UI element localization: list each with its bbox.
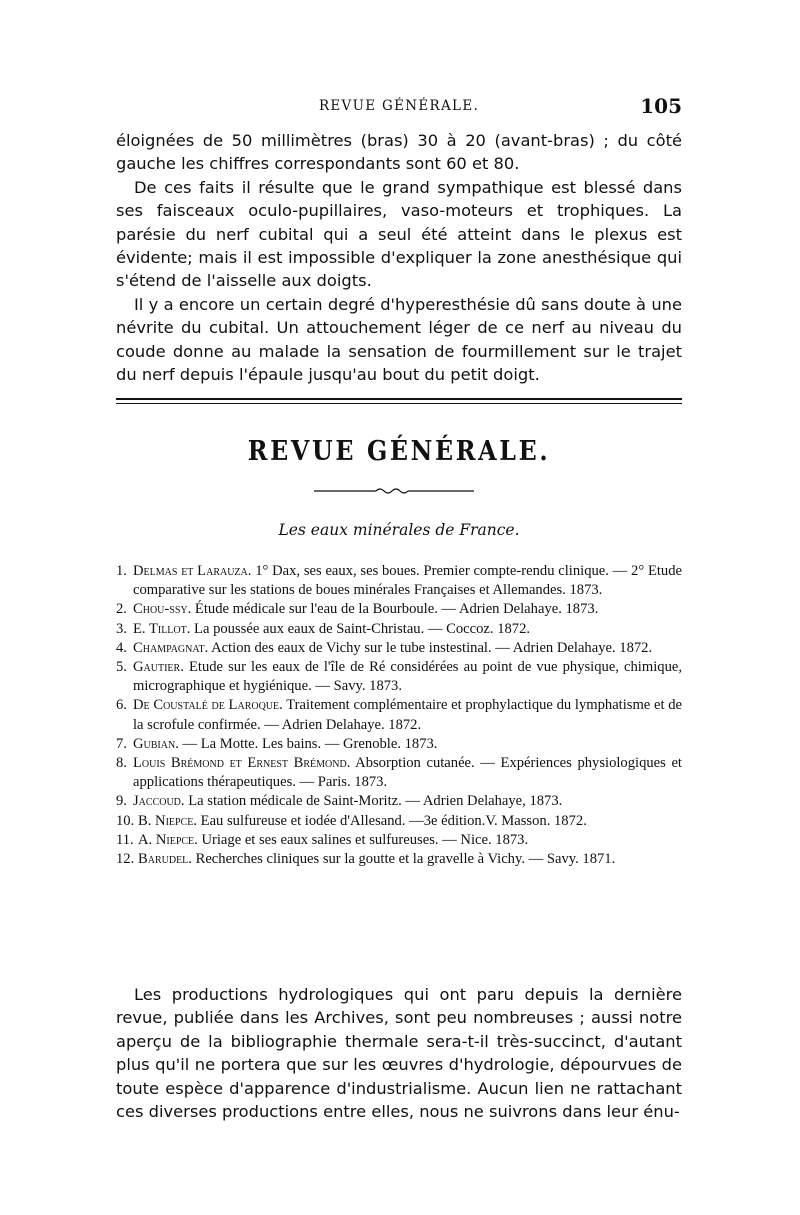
bibliography-entry: [116, 620, 682, 639]
entry-text: La station médicale de Saint-Moritz. — Adrien Delahaye, 1873.: [188, 793, 563, 810]
page-number: 105: [640, 94, 682, 118]
entry-text: 1° Dax, ses eaux, ses boues. Premier compte-rendu clinique. — 2° Etude comparative sur les stations de boues minérales Françaises et Allemandes. 1873.: [133, 563, 682, 599]
entry-number: 3.: [116, 620, 127, 637]
bibliography-entry: [116, 812, 682, 831]
bibliography-entry: [116, 754, 682, 792]
entry-author: B. Niepce.: [138, 812, 197, 829]
entry-author: Barudel.: [138, 851, 192, 868]
running-title: REVUE GÉNÉRALE.: [318, 98, 480, 114]
bibliography-entry: [116, 850, 682, 869]
entry-number: 12.: [116, 851, 135, 868]
entry-number: 5.: [116, 659, 127, 676]
entry-author: Delmas et Larauza.: [133, 563, 252, 579]
bibliography-entry: [116, 831, 682, 850]
entry-number: 6.: [116, 697, 127, 714]
bibliography-entry: [116, 792, 682, 811]
bibliography-entry: [116, 696, 682, 734]
entry-text: Uriage et ses eaux salines et sulfureuses. — Nice. 1873.: [201, 831, 529, 848]
entry-author: Gautier.: [133, 659, 184, 676]
entry-author: Champagnat.: [133, 639, 209, 656]
entry-author: De Coustalé de Laroque.: [133, 697, 283, 714]
entry-number: 1.: [116, 563, 127, 579]
section-divider-rule: [116, 398, 682, 404]
entry-author: Chou-ssy.: [133, 601, 192, 618]
entry-text: Action des eaux de Vichy sur le tube instestinal. — Adrien Delahaye. 1872.: [211, 639, 653, 656]
paragraph-hyperesthesie: Il y a encore un certain degré d'hyperesthésie dû sans doute à une névrite du cubital. Un attouchement léger de ce nerf au niveau du coude donne au malade la sensation de fourmillement sur le trajet du nerf depuis l'épaule jusqu'au bout du petit doigt.: [116, 294, 682, 385]
entry-number: 9.: [116, 793, 127, 810]
bibliography-list: [116, 562, 682, 869]
entry-author: Louis Brémond et Ernest Brémond.: [133, 755, 351, 772]
paragraph-productions: Les productions hydrologiques qui ont paru depuis la dernière revue, publiée dans les Archives, sont peu nombreuses ; aussi notre aperçu de la bibliographie thermale sera-t-il très-succinct, d'autant plus qu'il ne portera que sur les œuvres d'hydrologie, dépourvues de toute espèce d'apparence d'industrialisme. Aucun lien ne rattachant ces diverses productions entre elles, nous ne suivrons dans leur énu-: [116, 985, 682, 1122]
entry-text: — La Motte. Les bains. — Grenoble. 1873.: [182, 735, 438, 752]
entry-number: 2.: [116, 601, 127, 618]
bibliography-entry: [116, 639, 682, 658]
entry-number: 8.: [116, 755, 127, 772]
bibliography-entry: [116, 600, 682, 619]
entry-author: A. Niepce.: [138, 831, 198, 848]
entry-text: Absorption cutanée. — Expériences physiologiques et applications thérapeutiques. — Paris. 1873.: [133, 755, 682, 791]
paragraph-continuation: éloignées de 50 millimètres (bras) 30 à 20 (avant-bras) ; du côté gauche les chiffres correspondants sont 60 et 80.: [116, 131, 682, 174]
ornament-divider: [314, 486, 474, 496]
section-title: REVUE GÉNÉRALE.: [247, 436, 551, 467]
running-head: [116, 94, 682, 124]
top-text-block: [116, 129, 682, 386]
entry-number: 7.: [116, 735, 127, 752]
entry-author: E. Tillot.: [133, 620, 191, 637]
entry-author: Jaccoud.: [133, 793, 185, 810]
entry-text: Etude sur les eaux de l'île de Ré considérées au point de vue physique, chimique, micrographique et hygiénique. — Savy. 1873.: [133, 659, 682, 695]
entry-author: Gubian.: [133, 735, 179, 752]
entry-text: Étude médicale sur l'eau de la Bourboule. — Adrien Delahaye. 1873.: [194, 601, 599, 618]
bottom-text-block: [116, 983, 682, 1123]
section-subtitle: Les eaux minérales de France.: [278, 521, 520, 539]
entry-text: Recherches cliniques sur la goutte et la gravelle à Vichy. — Savy. 1871.: [195, 851, 616, 868]
entry-text: La poussée aux eaux de Saint-Christau. — Coccoz. 1872.: [194, 620, 531, 637]
bibliography-entry: [116, 562, 682, 600]
bibliography-entry: [116, 658, 682, 696]
entry-number: 4.: [116, 639, 127, 656]
entry-text: Eau sulfureuse et iodée d'Allesand. —3e édition.V. Masson. 1872.: [200, 812, 587, 829]
paragraph-sympathique: De ces faits il résulte que le grand sympathique est blessé dans ses faisceaux oculo-pupillaires, vaso-moteurs et trophiques. La parésie du nerf cubital qui a seul été atteint dans le plexus est évidente; mais il est impossible d'expliquer la zone anesthésique qui s'étend de l'aisselle aux doigts.: [116, 177, 682, 291]
bibliography-entry: [116, 735, 682, 754]
entry-number: 11.: [116, 831, 134, 848]
entry-number: 10.: [116, 812, 135, 829]
entry-text: Traitement complémentaire et prophylactique du lymphatisme et de la scrofule confirmée. — Adrien Delahaye. 1872.: [133, 697, 682, 733]
